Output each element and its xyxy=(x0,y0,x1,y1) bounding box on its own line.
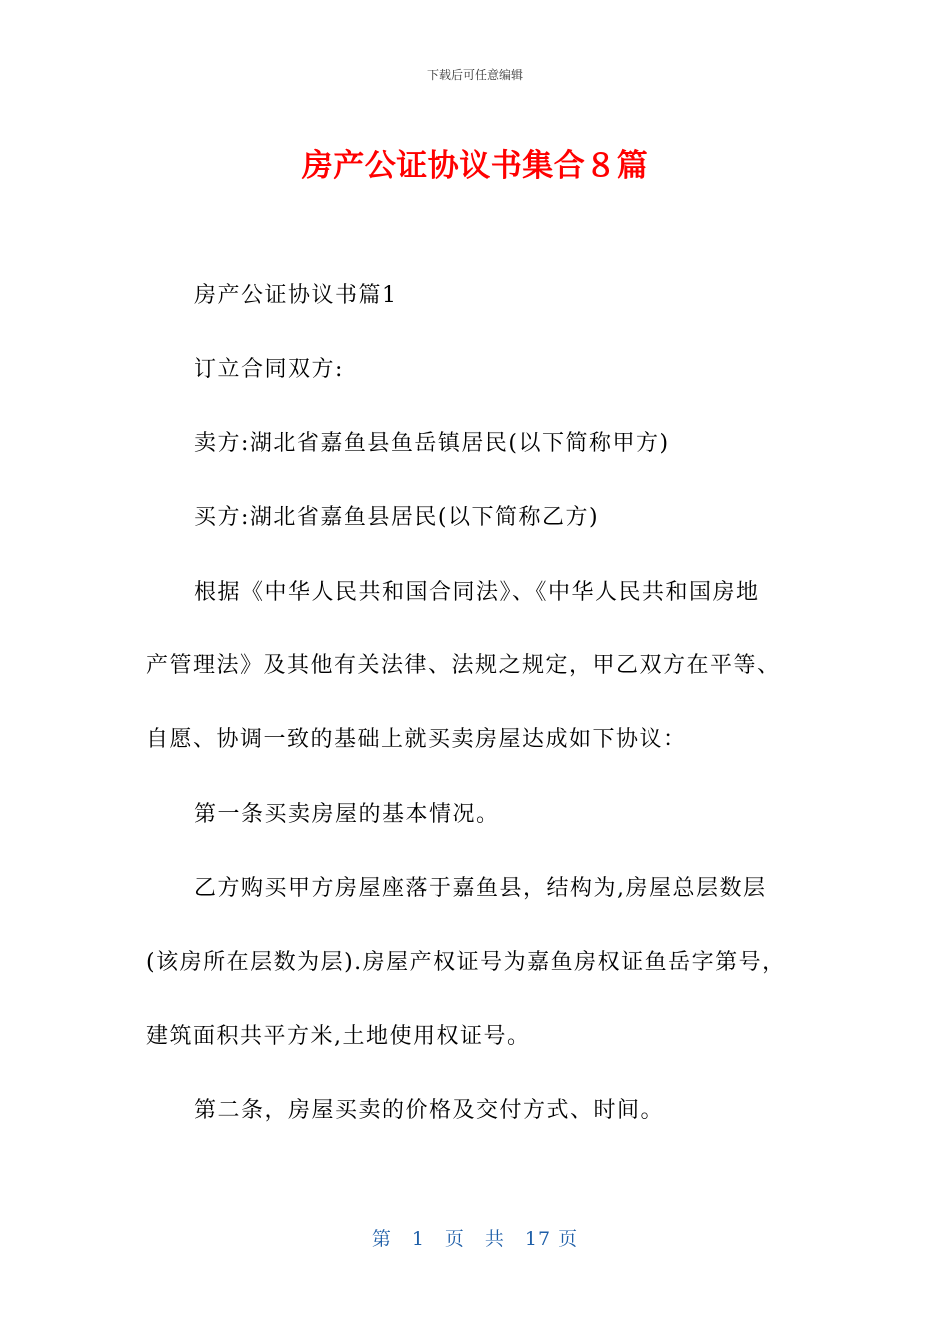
paragraph-line: 产管理法》及其他有关法律、法规之规定，甲乙双方在平等、 xyxy=(146,653,781,678)
paragraph-line: 订立合同双方: xyxy=(194,357,344,382)
paragraph-line: 建筑面积共平方米,土地使用权证号。 xyxy=(146,1024,531,1049)
paragraph-line: 第二条，房屋买卖的价格及交付方式、时间。 xyxy=(194,1098,665,1123)
paragraph-line: 乙方购买甲方房屋座落于嘉鱼县，结构为,房屋总层数层 xyxy=(194,876,767,901)
paragraph-line: 第一条买卖房屋的基本情况。 xyxy=(194,802,500,827)
document-title: 房产公证协议书集合８篇 xyxy=(301,148,649,184)
header-note: 下载后可任意编辑 xyxy=(426,68,523,82)
paragraph-line: 卖方:湖北省嘉鱼县鱼岳镇居民(以下简称甲方) xyxy=(194,431,670,456)
paragraph-line: 根据《中华人民共和国合同法》、《中华人民共和国房地 xyxy=(194,580,760,605)
paragraph-line: (该房所在层数为层).房屋产权证号为嘉鱼房权证鱼岳字第号， xyxy=(146,950,786,975)
section-heading: 房产公证协议书篇1 xyxy=(194,283,398,308)
paragraph-line: 买方:湖北省嘉鱼县居民(以下简称乙方) xyxy=(194,505,600,530)
page-number-footer: 第 1 页 共 17 页 xyxy=(371,1228,579,1250)
paragraph-line: 自愿、协调一致的基础上就买卖房屋达成如下协议： xyxy=(146,727,687,752)
